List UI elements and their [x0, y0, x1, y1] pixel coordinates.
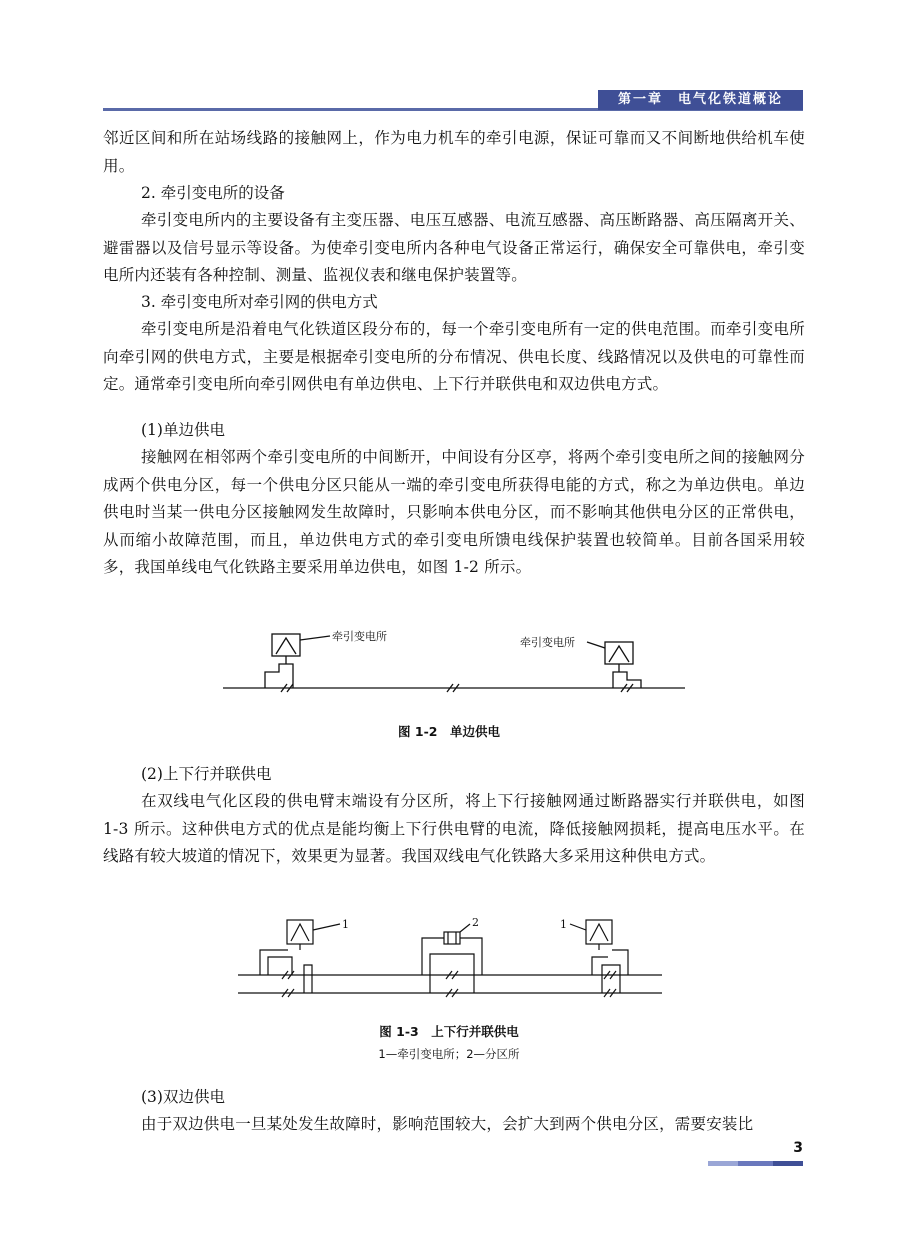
paragraph-parallel-feeding: 在双线电气化区段的供电臂末端设有分区所，将上下行接触网通过断路器实行并联供电，如图 1-3 所示。这种供电方式的优点是能均衡上下行供电臂的电流，降低接触网损耗，提高电压水平。在线路有较大坡道的情况下，效果更为显著。我国双线电气化铁路大多采用这种供电方式。	[103, 792, 805, 865]
label-substation-right: 牵引变电所	[520, 636, 575, 649]
figure-1-2-caption: 图 1-2 单边供电	[398, 724, 500, 739]
heading-parallel-feeding: (2)上下行并联供电	[141, 765, 272, 783]
paragraph-double-end-feeding: 由于双边供电一旦某处发生故障时，影响范围较大，会扩大到两个供电分区，需要安装比	[141, 1115, 754, 1133]
paragraph-equipment: 牵引变电所内的主要设备有主变压器、电压互感器、电流互感器、高压断路器、高压隔离开关、避雷器以及信号显示等设备。为使牵引变电所内各种电气设备正常运行，确保安全可靠供电，牵引变电所内还装有各种控制、测量、监视仪表和继电保护装置等。	[103, 211, 805, 284]
heading-supply-modes: 3. 牵引变电所对牵引网的供电方式	[141, 293, 378, 311]
chapter-header: 第一章 电气化铁道概论	[598, 90, 803, 110]
label-2: 2	[472, 916, 479, 929]
label-1-right: 1	[560, 918, 567, 931]
label-substation-left: 牵引变电所	[332, 630, 387, 643]
page-footer-bar	[708, 1161, 803, 1166]
heading-double-end-feeding: (3)双边供电	[141, 1088, 225, 1106]
heading-single-end-feeding: (1)单边供电	[141, 421, 225, 439]
paragraph-supply-modes: 牵引变电所是沿着电气化铁道区段分布的，每一个牵引变电所有一定的供电范围。而牵引变电所向牵引网的供电方式，主要是根据牵引变电所的分布情况、供电长度、线路情况以及供电的可靠性而定。通常牵引变电所向牵引网供电有单边供电、上下行并联供电和双边供电方式。	[103, 320, 805, 393]
figure-1-3-caption: 图 1-3 上下行并联供电	[379, 1024, 519, 1039]
paragraph-intro: 邻近区间和所在站场线路的接触网上，作为电力机车的牵引电源，保证可靠而又不间断地供给机车使用。	[103, 129, 805, 175]
heading-substation-equipment: 2. 牵引变电所的设备	[141, 184, 285, 202]
figure-parallel-feeding	[230, 910, 670, 1005]
figure-1-3-legend: 1—牵引变电所；2—分区所	[378, 1047, 520, 1061]
label-1-left: 1	[342, 918, 349, 931]
page-number: 3	[793, 1140, 803, 1156]
paragraph-single-end-feeding: 接触网在相邻两个牵引变电所的中间断开，中间设有分区亭，将两个牵引变电所之间的接触网分成两个供电分区，每一个供电分区只能从一端的牵引变电所获得电能的方式，称之为单边供电。单边供电时当某一供电分区接触网发生故障时，只影响本供电分区，而不影响其他供电分区的正常供电，从而缩小故障范围，而且，单边供电方式的牵引变电所馈电线保护装置也较简单。目前各国采用较多，我国单线电气化铁路主要采用单边供电，如图 1-2 所示。	[103, 448, 805, 576]
figure-single-end-feeding	[215, 622, 695, 702]
